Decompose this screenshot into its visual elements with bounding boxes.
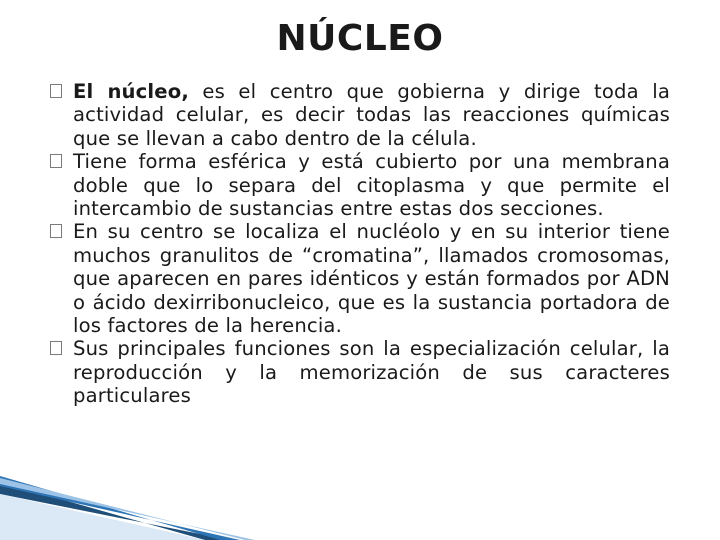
bullet-item-3 xyxy=(50,220,670,337)
bullet-list xyxy=(50,80,670,408)
empty-square-icon xyxy=(50,224,62,238)
bullet-item-4 xyxy=(50,337,670,407)
bullet-text: Sus principales funciones son la especialización celular, la reproducción y la memorización de sus caracteres particulares xyxy=(73,337,670,408)
wave-band-fill xyxy=(0,494,205,540)
slide-title xyxy=(0,18,720,59)
bullet-item-2 xyxy=(50,150,670,220)
bullet-item-1 xyxy=(50,80,670,150)
bullet-text: En su centro se localiza el nucléolo y en su interior tiene muchos granulitos de “cromatina”, llamados cromosomas, que aparecen en pares idénticos y están formados por ADN o ácido dexirribonucleico, que es la sustancia portadora de los factores de la herencia. xyxy=(73,220,670,338)
bullet-text: es el centro que gobierna y dirige toda la actividad celular, es decir todas las reacciones químicas que se llevan a cabo dentro de la célula. xyxy=(73,80,670,150)
bullet-text: Tiene forma esférica y está cubierto por una membrana doble que lo separa del citoplasma y que permite el intercambio de sustancias entre estas dos secciones. xyxy=(73,150,670,221)
decorative-wave-graphic xyxy=(0,420,720,540)
slide-title-text: NÚCLEO xyxy=(276,18,444,59)
empty-square-icon xyxy=(50,84,62,98)
empty-square-icon xyxy=(50,154,62,168)
empty-square-icon xyxy=(50,341,62,355)
bullet-lead: El núcleo, xyxy=(73,80,189,103)
